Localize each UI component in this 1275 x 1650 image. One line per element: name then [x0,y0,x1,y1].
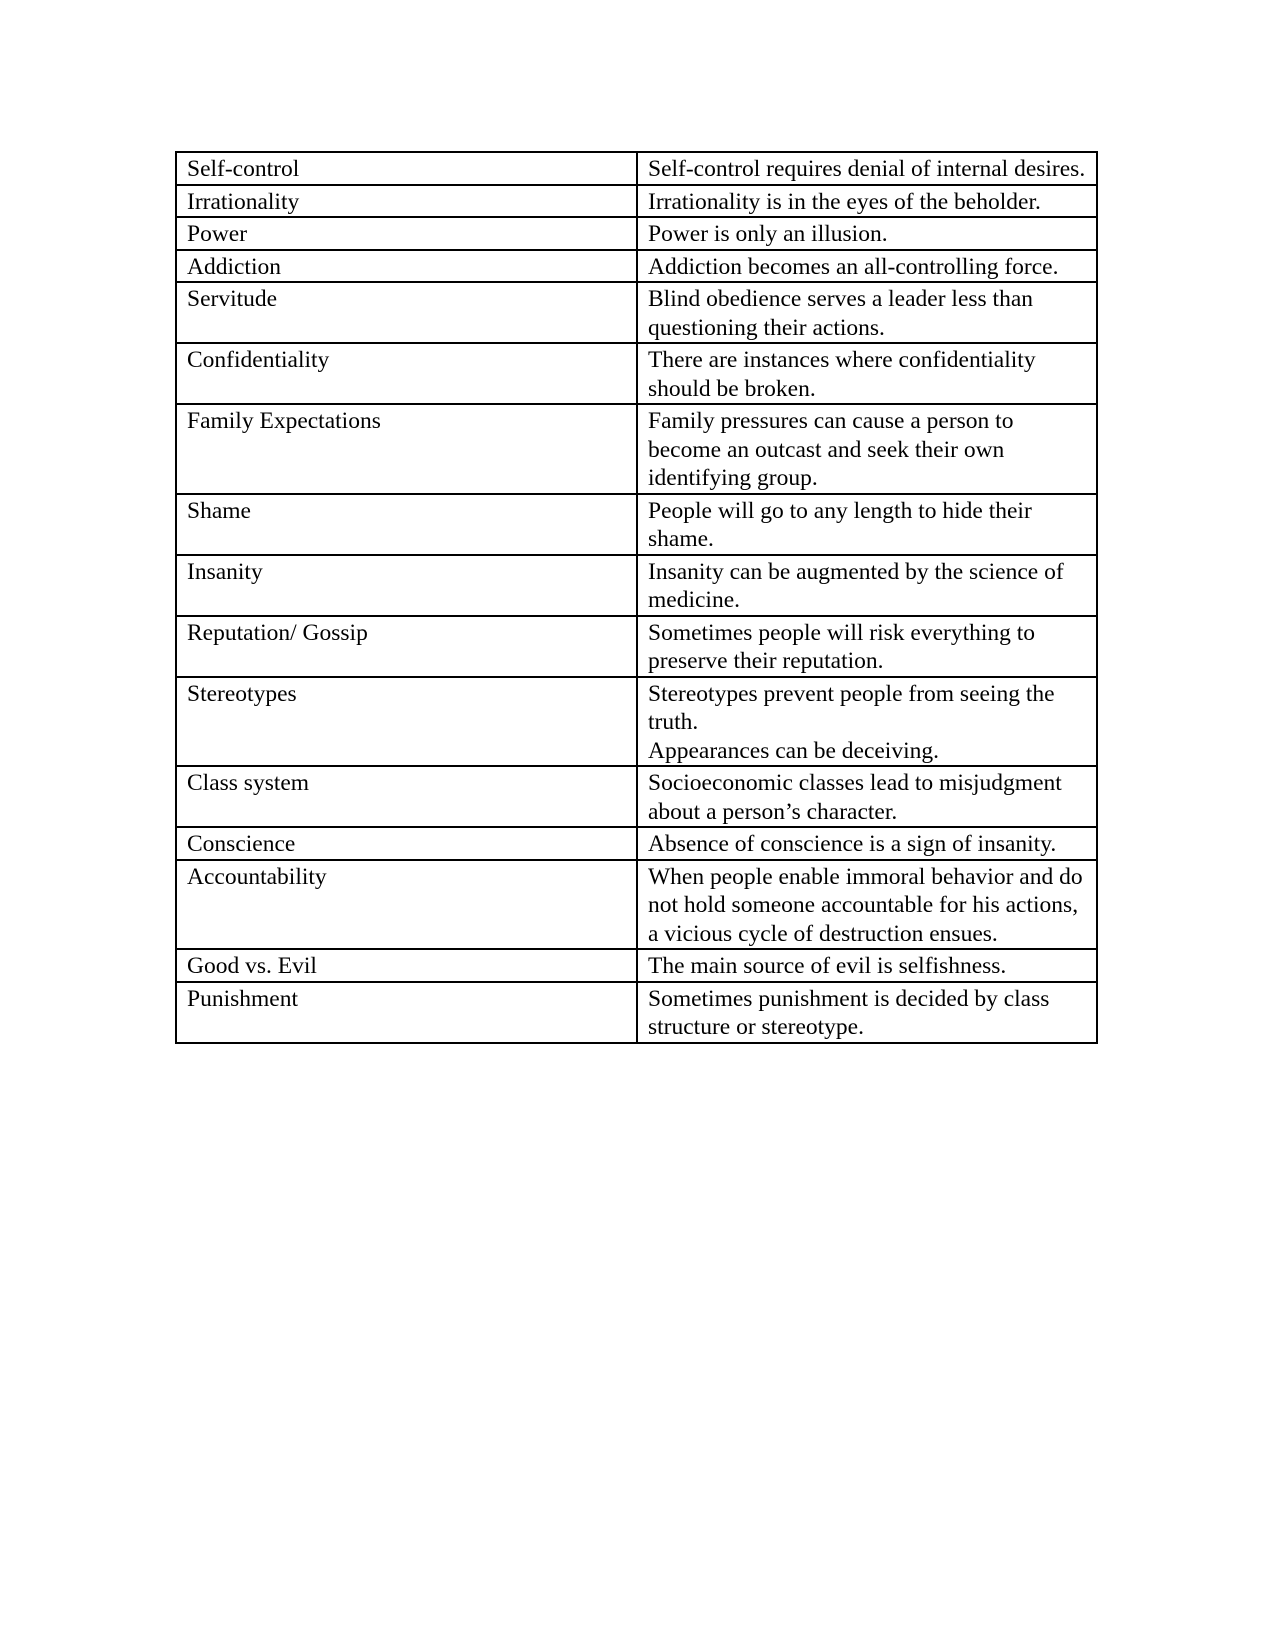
table-row [176,982,1097,1043]
statement-cell [637,766,1097,827]
table-row [176,404,1097,494]
themes-table-body [176,152,1097,1043]
theme-cell: Punishment [176,982,637,1043]
statement-cell [637,827,1097,860]
statement-cell [637,282,1097,343]
statement-cell [637,217,1097,250]
statement-line: When people enable immoral behavior and do not hold someone accountable for his actions, a vicious cycle of destruction ensues. [648,863,1083,947]
statement-cell [637,616,1097,677]
theme-cell: Confidentiality [176,343,637,404]
statement-line: Absence of conscience is a sign of insanity. [648,831,1057,857]
table-row [176,217,1097,250]
statement-line: Socioeconomic classes lead to misjudgment about a person’s character. [648,770,1062,825]
table-row [176,152,1097,185]
statement-cell [637,404,1097,494]
theme-cell: Shame [176,494,637,555]
statement-line: Sometimes punishment is decided by class structure or stereotype. [648,985,1050,1040]
statement-cell [637,185,1097,218]
statement-cell [637,982,1097,1043]
table-row [176,616,1097,677]
statement-line: Sometimes people will risk everything to preserve their reputation. [648,619,1036,674]
statement-line: Power is only an illusion. [648,221,888,247]
statement-line: Addiction becomes an all-controlling force. [648,253,1059,280]
table-row [176,860,1097,950]
statement-line: The main source of evil is selfishness. [648,953,1007,979]
statement-line: People will go to any length to hide their shame. [648,497,1032,552]
statement-line: Family pressures can cause a person to become an outcast and seek their own identifying group. [648,408,1014,491]
table-row [176,827,1097,860]
statement-line: There are instances where confidentiality should be broken. [648,347,1036,402]
statement-cell [637,343,1097,404]
table-row [176,494,1097,555]
statement-line: Blind obedience serves a leader less than questioning their actions. [648,286,1033,341]
statement-line: Appearances can be deceiving. [648,737,939,764]
themes-table [175,151,1098,1044]
statement-cell [637,949,1097,982]
theme-cell: Stereotypes [176,677,637,767]
statement-line: Irrationality is in the eyes of the beholder. [648,188,1041,215]
table-row [176,185,1097,218]
theme-cell: Reputation/ Gossip [176,616,637,677]
statement-line: Stereotypes prevent people from seeing the truth. [648,680,1055,735]
table-row [176,766,1097,827]
table-row [176,250,1097,283]
table-row [176,282,1097,343]
table-row [176,677,1097,767]
theme-cell: Power [176,217,637,250]
theme-cell: Self-control [176,152,637,185]
theme-cell: Insanity [176,555,637,616]
statement-line: Self-control requires denial of internal desires. [648,156,1086,182]
theme-cell: Irrationality [176,185,637,218]
theme-cell: Addiction [176,250,637,283]
table-row [176,949,1097,982]
theme-cell: Accountability [176,860,637,950]
statement-cell [637,494,1097,555]
statement-cell [637,250,1097,283]
statement-cell [637,555,1097,616]
theme-cell: Family Expectations [176,404,637,494]
theme-cell: Conscience [176,827,637,860]
statement-cell [637,677,1097,767]
theme-cell: Good vs. Evil [176,949,637,982]
table-row [176,555,1097,616]
statement-line: Insanity can be augmented by the science of medicine. [648,558,1064,613]
table-row [176,343,1097,404]
theme-cell: Class system [176,766,637,827]
statement-cell [637,860,1097,950]
theme-cell: Servitude [176,282,637,343]
statement-cell [637,152,1097,185]
